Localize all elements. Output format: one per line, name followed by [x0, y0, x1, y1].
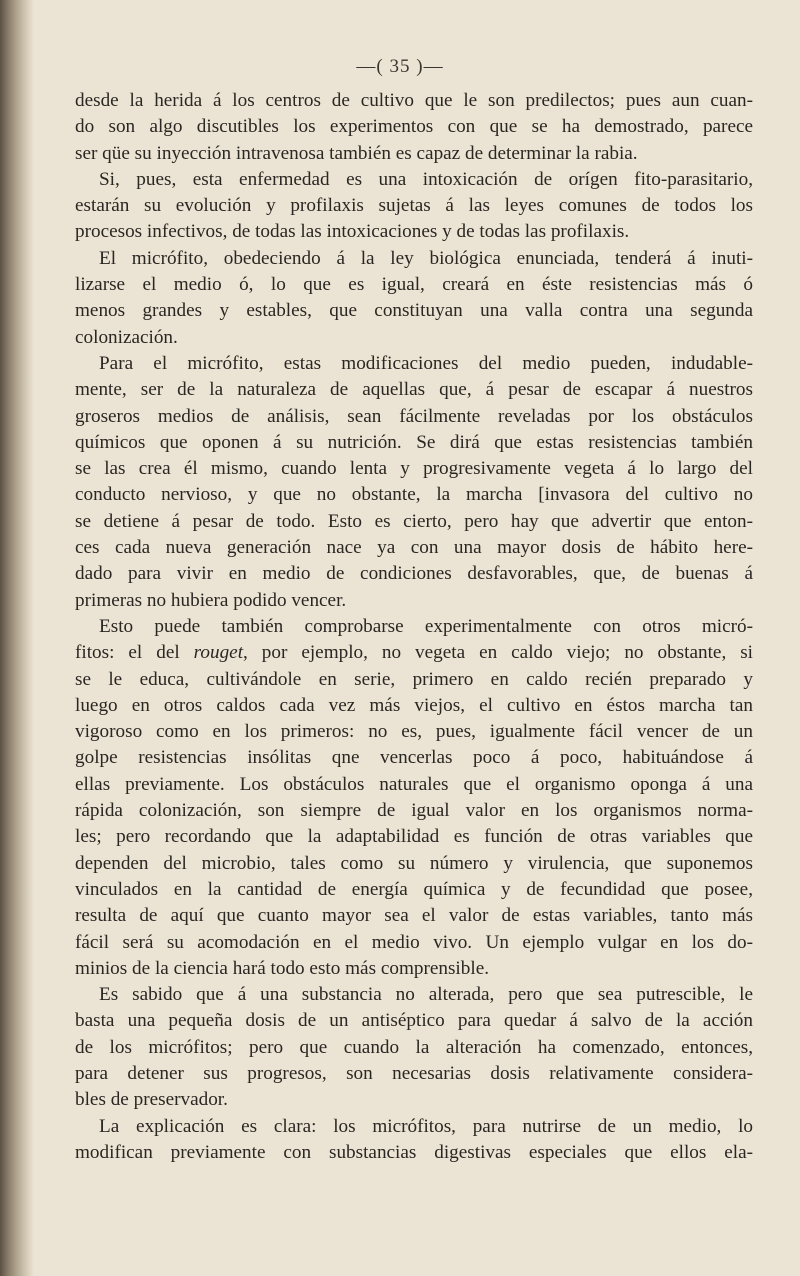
text-line: se le educa, cultivándole en serie, primero en caldo recién preparado y	[75, 668, 753, 690]
text-line: ellas previamente. Los obstáculos naturales que el organismo oponga á una	[75, 773, 753, 795]
text-line: primeras no hubiera podido vencer.	[75, 589, 347, 611]
text-line: les; pero recordando que la adaptabilidad es función de otras variables que	[75, 826, 753, 848]
text-line: resulta de aquí que cuanto mayor sea el valor de estas variables, tanto más	[75, 905, 753, 927]
text-line: lizarse el medio ó, lo que es igual, creará en éste resistencias más ó	[75, 274, 753, 296]
text-line: se las crea él mismo, cuando lenta y progresivamente vegeta á lo largo del	[75, 458, 753, 480]
text-line: La explicación es clara: los micrófitos, para nutrirse de un medio, lo	[99, 1115, 753, 1137]
text-line: bles de preservador.	[75, 1089, 228, 1111]
text-line: El micrófito, obedeciendo á la ley biológica enunciada, tenderá á inuti-	[99, 247, 753, 269]
text-line: Esto puede también comprobarse experimentalmente con otros micró-	[99, 615, 753, 637]
text-line: estarán su evolución y profilaxis sujetas á las leyes comunes de todos los	[75, 195, 753, 217]
text-line: ser qüe su inyección intravenosa también es capaz de determinar la rabia.	[75, 142, 638, 164]
text-line: Si, pues, esta enfermedad es una intoxicación de orígen fito-parasitario,	[99, 168, 753, 190]
text-line: golpe resistencias insólitas qne vencerlas poco á poco, habituándose á	[75, 747, 753, 769]
text-line: colonización.	[75, 326, 178, 348]
text-line	[75, 640, 753, 666]
text-line: químicos que oponen á su nutrición. Se dirá que estas resistencias también	[75, 431, 753, 453]
text-line: luego en otros caldos cada vez más viejos, el cultivo en éstos marcha tan	[75, 694, 753, 716]
text-line: vigoroso como en los primeros: no es, pues, igualmente fácil vencer de un	[75, 721, 753, 743]
text-line: mente, ser de la naturaleza de aquellas que, á pesar de escapar á nuestros	[75, 379, 753, 401]
page-number: —( 35 )—	[356, 56, 444, 77]
text-line: minios de la ciencia hará todo esto más comprensible.	[75, 957, 490, 979]
text-line: de los micrófitos; pero que cuando la alteración ha comenzado, entonces,	[75, 1036, 753, 1058]
text-line: desde la herida á los centros de cultivo que le son predilectos; pues aun cuan-	[75, 90, 753, 111]
text-line: para detener sus progresos, son necesarias dosis relativamente considera-	[75, 1062, 753, 1084]
text-line: basta una pequeña dosis de un antiséptico para quedar á salvo de la acción	[75, 1010, 753, 1032]
text-segment: fitos: el del	[75, 642, 194, 664]
text-line: do son algo discutibles los experimentos con que se ha demostrado, parece	[75, 116, 753, 138]
text-line: Para el micrófito, estas modificaciones del medio pueden, indudable-	[99, 352, 753, 374]
text-line: menos grandes y estables, que constituyan una valla contra una segunda	[75, 300, 753, 322]
text-line: rápida colonización, son siempre de igual valor en los organismos norma-	[75, 800, 753, 822]
text-line: modifican previamente con substancias digestivas especiales que ellos ela-	[75, 1141, 753, 1163]
text-segment: , por ejemplo, no vegeta en caldo viejo; no obstante, si	[243, 642, 753, 664]
text-line: dependen del microbio, tales como su número y virulencia, que suponemos	[75, 852, 753, 874]
text-line: vinculados en la cantidad de energía química y de fecundidad que posee,	[75, 878, 753, 900]
text-line: dado para vivir en medio de condiciones desfavorables, que, de buenas á	[75, 563, 753, 585]
text-line: ces cada nueva generación nace ya con una mayor dosis de hábito here-	[75, 537, 753, 559]
text-line: procesos infectivos, de todas las intoxicaciones y de todas las profilaxis.	[75, 221, 630, 243]
text-line: Es sabido que á una substancia no alterada, pero que sea putrescible, le	[99, 984, 753, 1006]
text-line: fácil será su acomodación en el medio vivo. Un ejemplo vulgar en los do-	[75, 931, 753, 953]
text-line: se detiene á pesar de todo. Esto es cierto, pero hay que advertir que enton-	[75, 510, 753, 532]
italic-term: rouget	[193, 642, 244, 664]
body-text	[75, 88, 753, 1166]
text-line: groseros medios de análisis, sean fácilmente reveladas por los obstáculos	[75, 405, 753, 427]
text-line: conducto nervioso, y que no obstante, la marcha [invasora del cultivo no	[75, 484, 753, 506]
